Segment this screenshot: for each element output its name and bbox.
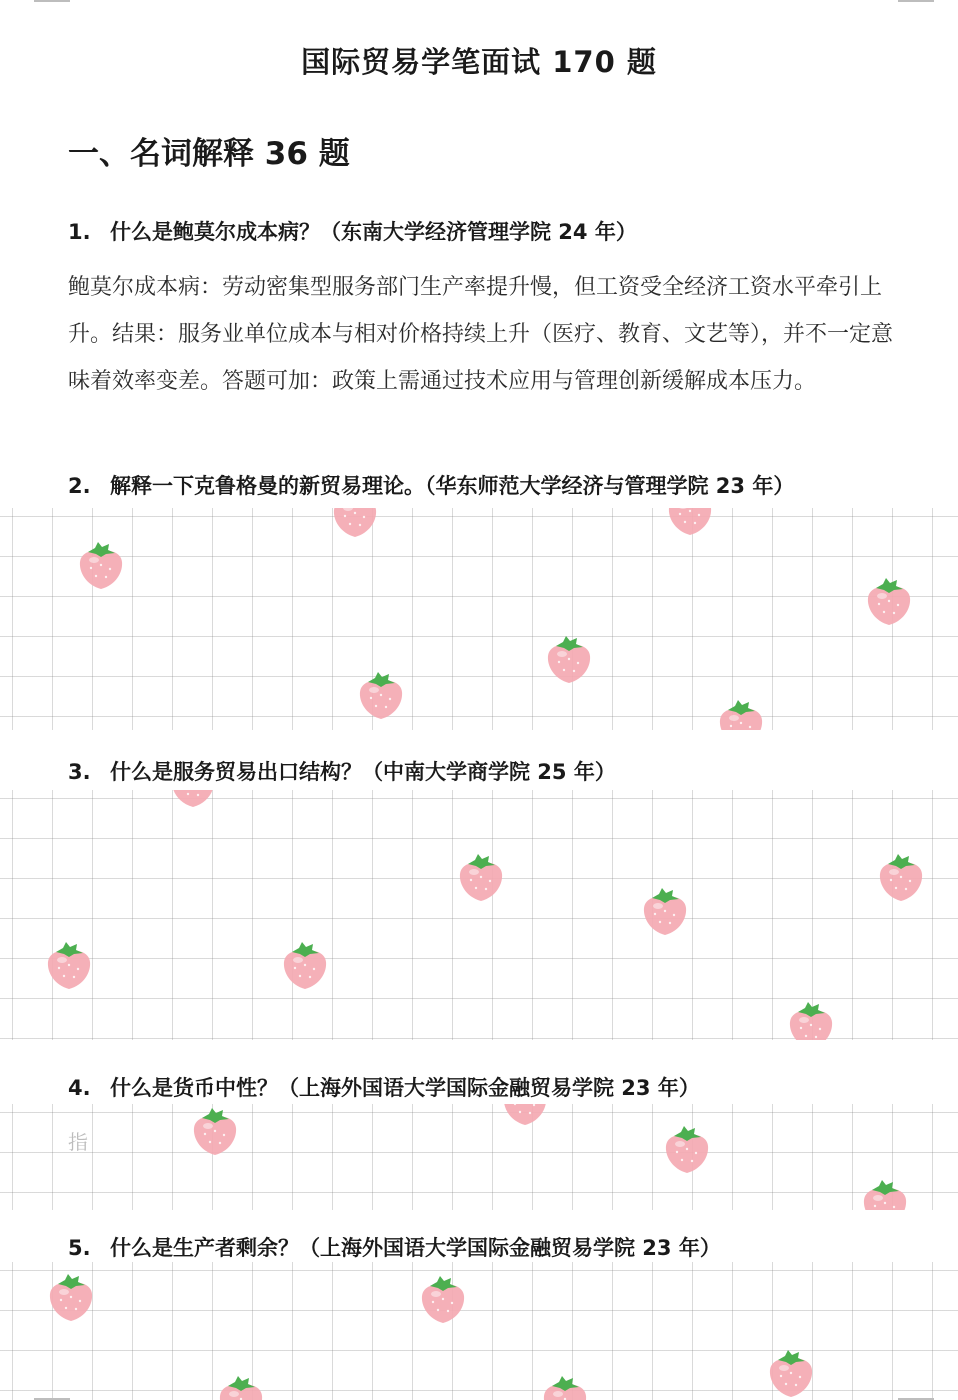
strawberry-icon (786, 998, 836, 1040)
question-text: 什么是生产者剩余？（上海外国语大学国际金融贸易学院 23 年） (110, 1236, 721, 1260)
strawberry-icon (716, 696, 766, 730)
question-text: 什么是服务贸易出口结构？（中南大学商学院 25 年） (110, 760, 616, 784)
strawberry-icon (76, 538, 126, 592)
question-text: 什么是货币中性？（上海外国语大学国际金融贸易学院 23 年） (110, 1076, 700, 1100)
question-text: 解释一下克鲁格曼的新贸易理论。（华东师范大学经济与管理学院 23 年） (110, 474, 795, 498)
question-4 (68, 1072, 700, 1102)
strawberry-icon (280, 938, 330, 992)
question-3 (68, 756, 616, 786)
question-number: 4. (68, 1076, 91, 1100)
strawberry-icon (876, 850, 926, 904)
strawberry-icon (356, 668, 406, 722)
answer-5-cover-grid (0, 1262, 958, 1400)
strawberry-icon (216, 1372, 266, 1400)
strawberry-icon (544, 632, 594, 686)
question-text: 什么是鲍莫尔成本病？（东南大学经济管理学院 24 年） (110, 220, 637, 244)
document-title: 国际贸易学笔面试 170 题 (301, 45, 657, 79)
strawberry-icon (330, 508, 380, 540)
corner-mark-top-right (898, 0, 934, 2)
strawberry-icon (168, 790, 218, 810)
question-5 (68, 1232, 721, 1262)
strawberry-icon (662, 1122, 712, 1176)
strawberry-icon (418, 1272, 468, 1326)
answer-3-cover-grid (0, 790, 958, 1040)
strawberry-icon (860, 1176, 910, 1210)
strawberry-icon (864, 574, 914, 628)
answer-1: 鲍莫尔成本病：劳动密集型服务部门生产率提升慢，但工资受全经济工资水平牵引上升。结果：服务业单位成本与相对价格持续上升（医疗、教育、文艺等），并不一定意味着效率变差。答题可加：政策上需通过技术应用与管理创新缓解成本压力。 (68, 275, 894, 394)
question-2 (68, 470, 794, 500)
question-1 (68, 216, 637, 246)
section-heading: 一、名词解释 36 题 (68, 136, 350, 172)
answer-2-cover-grid (0, 508, 958, 730)
strawberry-icon (46, 1270, 96, 1324)
answer-4-cover-grid (0, 1104, 958, 1210)
strawberry-icon (640, 884, 690, 938)
question-number: 2. (68, 474, 91, 498)
question-number: 3. (68, 760, 91, 784)
strawberry-icon (190, 1104, 240, 1158)
question-number: 5. (68, 1236, 91, 1260)
strawberry-icon (456, 850, 506, 904)
question-number: 1. (68, 220, 91, 244)
strawberry-icon (665, 508, 715, 538)
partial-answer-glyph: 指 (68, 1130, 88, 1154)
strawberry-icon (766, 1346, 816, 1400)
strawberry-icon (500, 1104, 550, 1128)
strawberry-icon (44, 938, 94, 992)
strawberry-icon (540, 1372, 590, 1400)
corner-mark-top-left (34, 0, 70, 2)
